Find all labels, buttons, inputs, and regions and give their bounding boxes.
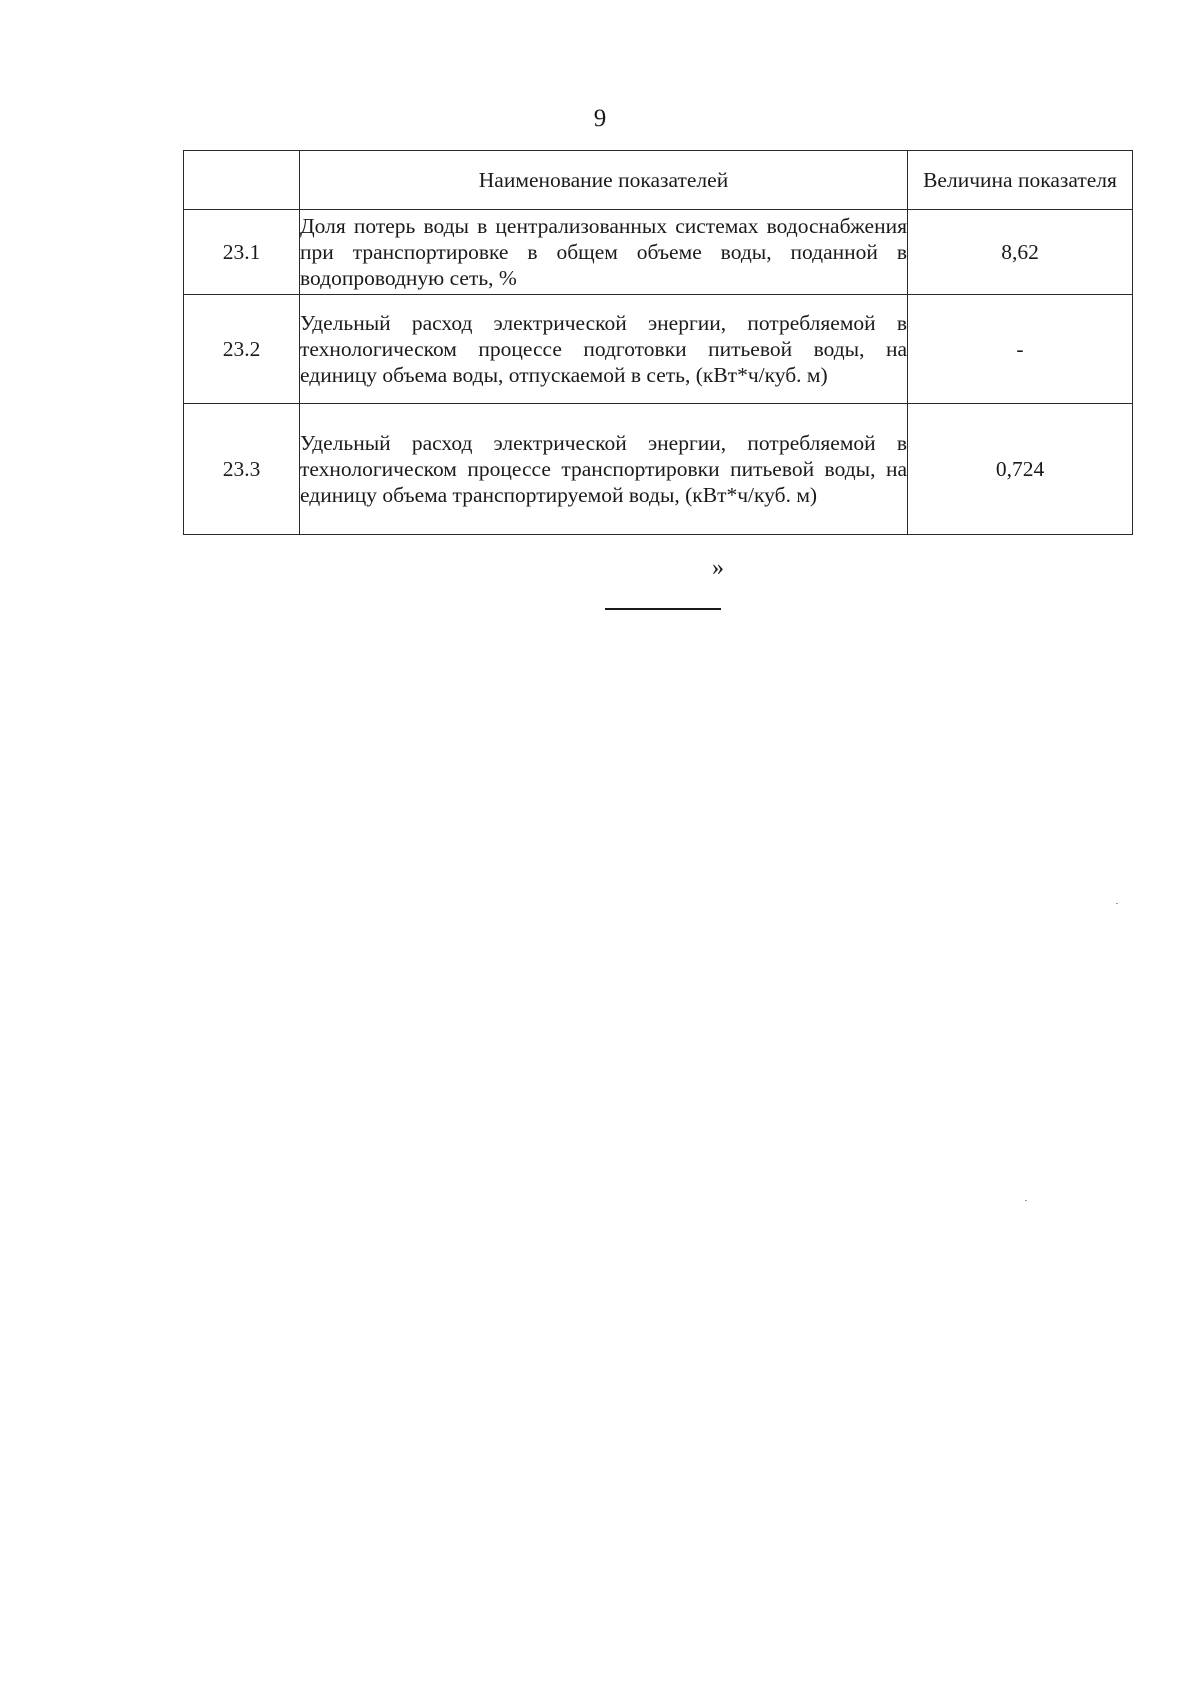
row-value: 0,724 [908, 404, 1133, 535]
table-row [184, 210, 1133, 295]
header-name: Наименование показателей [300, 151, 908, 210]
row-name: Доля потерь воды в централизованных системах водоснабжения при транспортировке в общем объеме воды, поданной в водопроводную сеть, % [300, 210, 908, 295]
table-row [184, 295, 1133, 404]
table-row [184, 404, 1133, 535]
row-number: 23.2 [184, 295, 300, 404]
indicators-table [183, 150, 1133, 535]
header-number [184, 151, 300, 210]
row-number: 23.3 [184, 404, 300, 535]
row-name: Удельный расход электрической энергии, потребляемой в технологическом процессе транспортировки питьевой воды, на единицу объема транспортируемой воды, (кВт*ч/куб. м) [300, 404, 908, 535]
row-number: 23.1 [184, 210, 300, 295]
scan-speck [1025, 1200, 1027, 1201]
row-name: Удельный расход электрической энергии, потребляемой в технологическом процессе подготовки питьевой воды, на единицу объема воды, отпускаемой в сеть, (кВт*ч/куб. м) [300, 295, 908, 404]
table-header-row [184, 151, 1133, 210]
row-value: - [908, 295, 1133, 404]
scan-speck [1116, 903, 1118, 904]
closing-quote: » [712, 555, 724, 581]
page-number: 9 [593, 105, 607, 132]
header-value: Величина показателя [908, 151, 1133, 210]
row-value: 8,62 [908, 210, 1133, 295]
end-rule [605, 608, 721, 610]
